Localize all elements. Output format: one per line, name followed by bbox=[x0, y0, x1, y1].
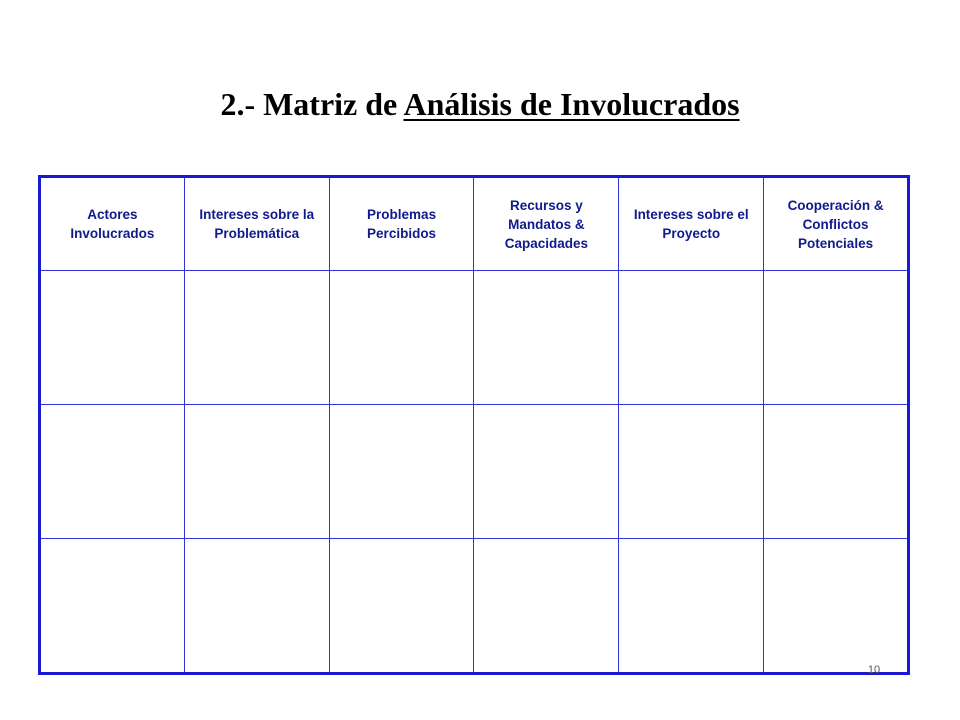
table-cell bbox=[40, 271, 185, 405]
table-cell bbox=[329, 271, 474, 405]
table-row bbox=[40, 271, 909, 405]
table-cell bbox=[329, 405, 474, 539]
slide-title bbox=[0, 82, 960, 126]
table-row bbox=[40, 405, 909, 539]
table-cell bbox=[184, 539, 329, 674]
table-cell bbox=[619, 405, 764, 539]
header-recursos-mandatos: Recursos y Mandatos & Capacidades bbox=[474, 177, 619, 271]
table-cell bbox=[619, 539, 764, 674]
title-underlined-text: Análisis de Involucrados bbox=[403, 86, 740, 122]
table-cell bbox=[764, 539, 909, 674]
table-cell bbox=[184, 271, 329, 405]
table-row bbox=[40, 539, 909, 674]
stakeholder-matrix-table bbox=[38, 175, 910, 675]
table-cell bbox=[619, 271, 764, 405]
header-row bbox=[40, 177, 909, 271]
header-actores: Actores Involucrados bbox=[40, 177, 185, 271]
table-cell bbox=[184, 405, 329, 539]
table-cell bbox=[474, 271, 619, 405]
header-intereses-problematica: Intereses sobre la Problemática bbox=[184, 177, 329, 271]
header-problemas-percibidos: Problemas Percibidos bbox=[329, 177, 474, 271]
table-cell bbox=[474, 539, 619, 674]
header-cooperacion-conflictos: Cooperación & Conflictos Potenciales bbox=[764, 177, 909, 271]
table-cell bbox=[329, 539, 474, 674]
table-cell bbox=[40, 539, 185, 674]
table-cell bbox=[40, 405, 185, 539]
header-intereses-proyecto: Intereses sobre el Proyecto bbox=[619, 177, 764, 271]
table-cell bbox=[764, 271, 909, 405]
page-number: 10 bbox=[867, 664, 881, 676]
table-cell bbox=[764, 405, 909, 539]
title-prefix: 2.- Matriz de bbox=[220, 86, 404, 122]
table-cell bbox=[474, 405, 619, 539]
